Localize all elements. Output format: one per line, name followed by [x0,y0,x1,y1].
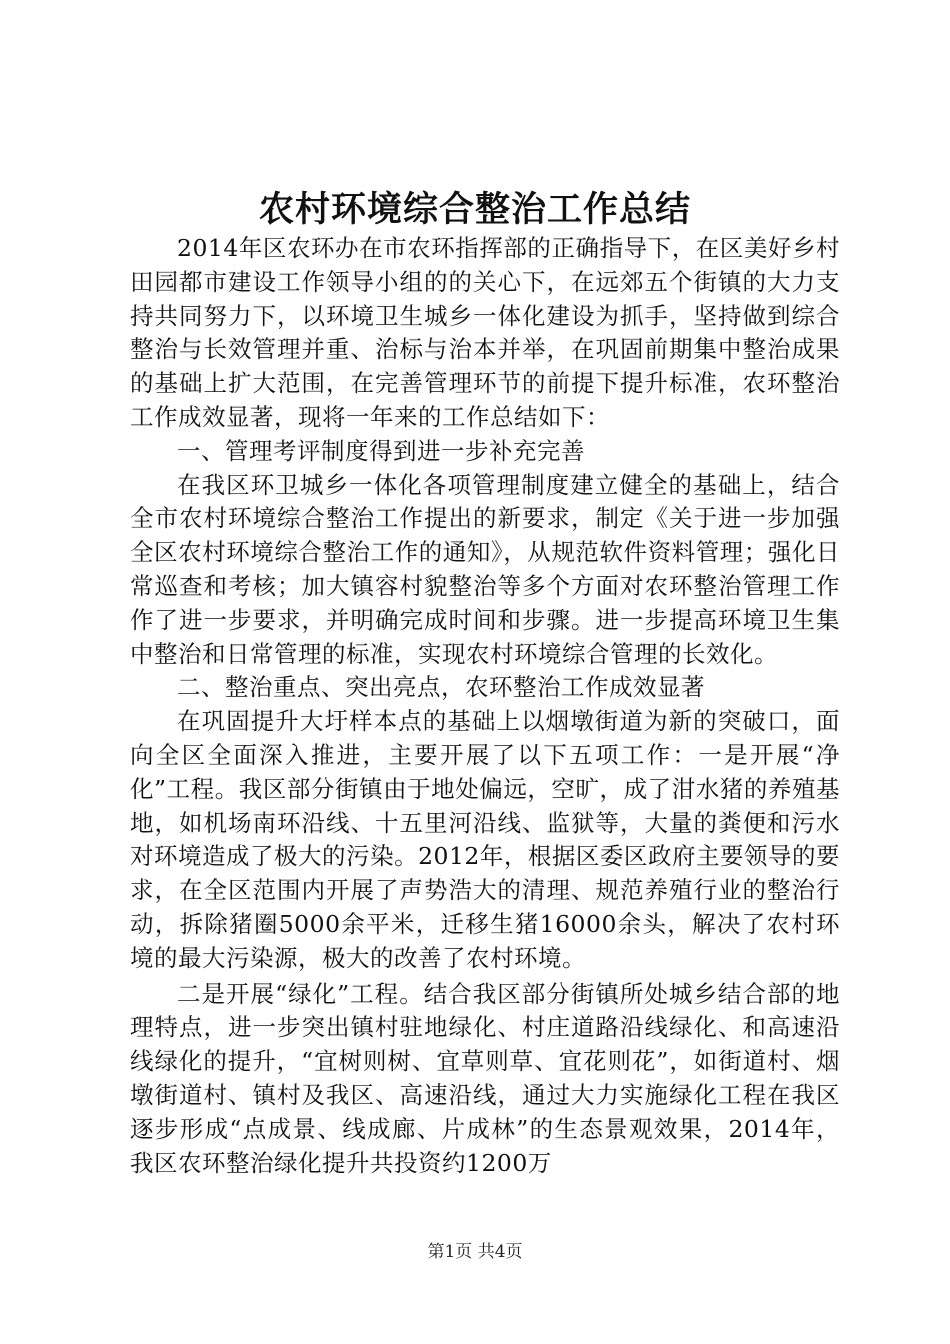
paragraph-purification: 在巩固提升大圩样本点的基础上以烟墩街道为新的突破口，面向全区全面深入推进，主要开展了以下五项工作：一是开展“净化”工程。我区部分街镇由于地处偏远，空旷，成了泔水猪的养殖基地，如机场南环沿线、十五里河沿线、监狱等，大量的粪便和污水对环境造成了极大的污染。2012年，根据区委区政府主要领导的要求，在全区范围内开展了声势浩大的清理、规范养殖行业的整治行动，拆除猪圈5000余平米，迁移生猪16000余头，解决了农村环境的最大污染源，极大的改善了农村环境。 [130,707,840,972]
paragraph-management: 在我区环卫城乡一体化各项管理制度建立健全的基础上，结合全市农村环境综合整治工作提出的新要求，制定《关于进一步加强全区农村环境综合整治工作的通知》，从规范软件资料管理；强化日常巡查和考核；加大镇容村貌整治等多个方面对农环整治管理工作作了进一步要求，并明确完成时间和步骤。进一步提高环境卫生集中整治和日常管理的标准，实现农村环境综合管理的长效化。 [130,470,840,668]
page-footer [0,1240,950,1264]
paragraph-greening: 二是开展“绿化”工程。结合我区部分街镇所处城乡结合部的地理特点，进一步突出镇村驻地绿化、村庄道路沿线绿化、和高速沿线绿化的提升，“宜树则树、宜草则草、宜花则花”，如街道村、烟墩街道村、镇村及我区、高速沿线，通过大力实施绿化工程在我区逐步形成“点成景、线成廊、片成林”的生态景观效果，2014年，我区农环整治绿化提升共投资约1200万 [130,979,840,1177]
document-body [130,232,840,1180]
paragraph-intro: 2014年区农环办在市农环指挥部的正确指导下，在区美好乡村田园都市建设工作领导小组的的关心下，在远郊五个街镇的大力支持共同努力下，以环境卫生城乡一体化建设为抓手，坚持做到综合整治与长效管理并重、治标与治本并举，在巩固前期集中整治成果的基础上扩大范围，在完善管理环节的前提下提升标准，农环整治工作成效显著，现将一年来的工作总结如下： [130,234,840,431]
page-number: 第1页 [427,1242,473,1262]
section-heading-2: 二、整治重点、突出亮点，农环整治工作成效显著 [177,673,705,702]
section-heading-1: 一、管理考评制度得到进一步补充完善 [177,436,585,465]
document-title: 农村环境综合整治工作总结 [258,190,691,230]
page-total: 共4页 [477,1242,523,1262]
